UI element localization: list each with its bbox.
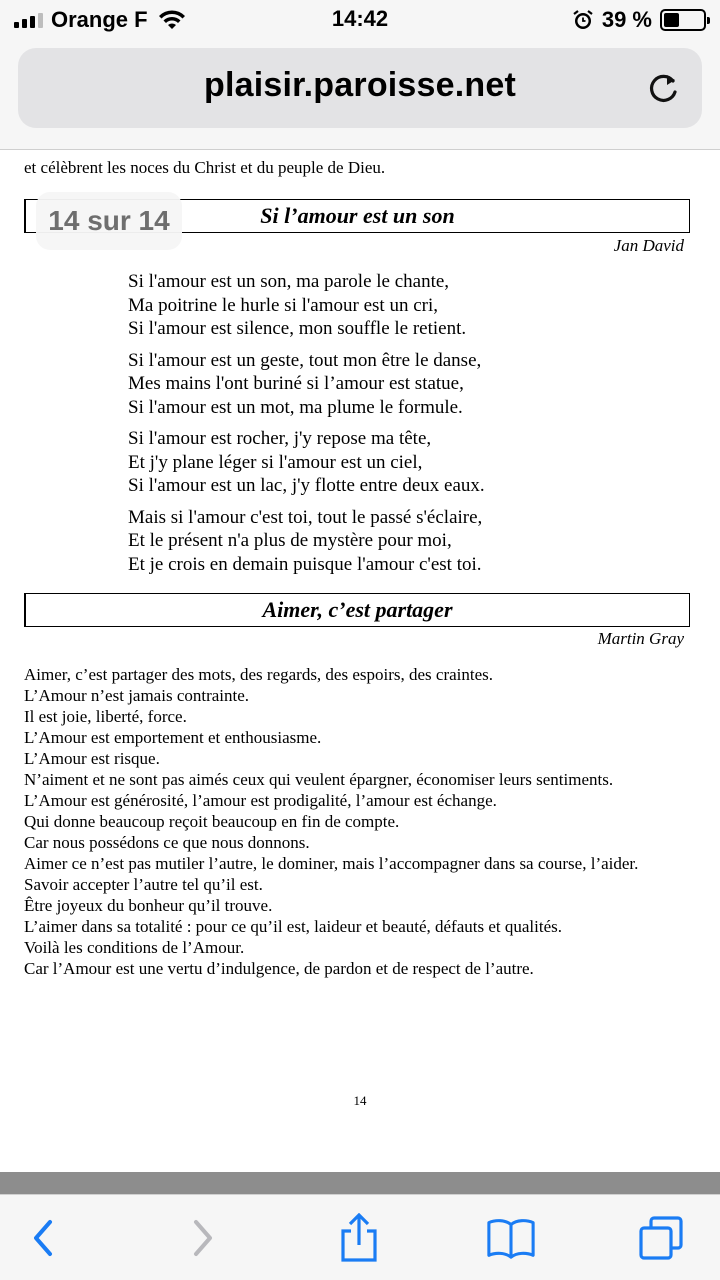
poem-line: Et je crois en demain puisque l'amour c'est toi. xyxy=(128,553,482,575)
status-right xyxy=(572,6,706,34)
prose-line: Aimer, c’est partager des mots, des regards, des espoirs, des craintes. xyxy=(24,665,494,684)
poem-line: Si l'amour est silence, mon souffle le retient. xyxy=(128,318,467,339)
prose-line: Car l’Amour est une vertu d’indulgence, de pardon et de respect de l’autre. xyxy=(24,959,534,978)
prose-line: Qui donne beaucoup reçoit beaucoup en fin de compte. xyxy=(24,812,400,831)
poem-line: Si l'amour est un geste, tout mon être le danse, xyxy=(128,349,482,371)
stanza xyxy=(128,349,485,420)
status-bar xyxy=(0,0,720,40)
section-author: Martin Gray xyxy=(597,629,684,648)
bookmarks-button[interactable] xyxy=(486,1213,536,1263)
back-button[interactable] xyxy=(18,1213,68,1263)
poem-line: Si l'amour est un son, ma parole le chante, xyxy=(128,271,450,292)
stanza xyxy=(128,506,485,577)
prose-line: L’aimer dans sa totalité : pour ce qu’il est, laideur et beauté, défauts et qualités. xyxy=(24,917,562,936)
carrier-name: Orange F xyxy=(51,7,148,32)
forward-button[interactable] xyxy=(178,1213,228,1263)
stanza xyxy=(128,427,485,498)
pdf-page[interactable] xyxy=(0,150,720,1172)
prose-line: Aimer ce n’est pas mutiler l’autre, le dominer, mais l’accompagner dans sa course, l’aider. xyxy=(24,854,639,873)
prose-line: Être joyeux du bonheur qu’il trouve. xyxy=(24,896,273,915)
section-title: Si l’amour est un son xyxy=(24,199,690,233)
prose-line: N’aiment et ne sont pas aimés ceux qui veulent épargner, économiser leurs sentiments. xyxy=(24,770,614,789)
bookmarks-icon xyxy=(486,1216,536,1260)
poem-line: Si l'amour est un lac, j'y flotte entre deux eaux. xyxy=(128,475,485,496)
page-indicator: 14 sur 14 xyxy=(36,192,182,250)
section-author: Jan David xyxy=(613,236,684,255)
reload-icon[interactable] xyxy=(646,70,682,106)
poem-line: Si l'amour est rocher, j'y repose ma tête, xyxy=(128,428,432,449)
browser-toolbar xyxy=(0,1194,720,1280)
share-icon xyxy=(337,1213,381,1263)
prose-line: L’Amour est emportement et enthousiasme. xyxy=(24,728,322,747)
prose-line: Savoir accepter l’autre tel qu’il est. xyxy=(24,875,263,894)
poem-line: Et le présent n'a plus de mystère pour moi, xyxy=(128,530,452,551)
alarm-icon xyxy=(572,9,594,31)
poem-line: Mais si l'amour c'est toi, tout le passé s'éclaire, xyxy=(128,506,483,528)
battery-percent: 39 % xyxy=(601,7,652,32)
battery-icon xyxy=(660,9,706,31)
browser-header xyxy=(0,40,720,150)
poem xyxy=(128,270,485,584)
battery-level xyxy=(664,13,679,27)
page-separator xyxy=(0,1172,720,1194)
address-bar[interactable] xyxy=(18,48,702,128)
tabs-icon xyxy=(637,1214,685,1262)
status-time: 14:42 xyxy=(331,6,389,31)
prose-line: Car nous possédons ce que nous donnons. xyxy=(24,833,310,852)
poem-line: Ma poitrine le hurle si l'amour est un cri, xyxy=(128,294,438,316)
prose-line: L’Amour est risque. xyxy=(24,749,160,768)
poem-line: Si l'amour est un mot, ma plume le formule. xyxy=(128,396,463,418)
forward-icon xyxy=(188,1218,218,1258)
page-number: 14 xyxy=(353,1093,367,1108)
tabs-button[interactable] xyxy=(636,1213,686,1263)
previous-text-line: et célèbrent les noces du Christ et du peuple de Dieu. xyxy=(24,158,386,177)
stanza xyxy=(128,270,485,341)
poem-line: Et j'y plane léger si l'amour est un ciel, xyxy=(128,451,423,473)
share-button[interactable] xyxy=(334,1213,384,1263)
section-title: Aimer, c’est partager xyxy=(24,593,690,627)
prose-text xyxy=(24,664,704,979)
prose-line: L’Amour est générosité, l’amour est prodigalité, l’amour est échange. xyxy=(24,791,497,810)
prose-line: Voilà les conditions de l’Amour. xyxy=(24,938,245,957)
prose-line: L’Amour n’est jamais contrainte. xyxy=(24,686,250,705)
poem-line: Mes mains l'ont buriné si l’amour est statue, xyxy=(128,373,464,394)
back-icon xyxy=(28,1218,58,1258)
prose-line: Il est joie, liberté, force. xyxy=(24,707,187,726)
url-text[interactable]: plaisir.paroisse.net xyxy=(203,66,517,104)
